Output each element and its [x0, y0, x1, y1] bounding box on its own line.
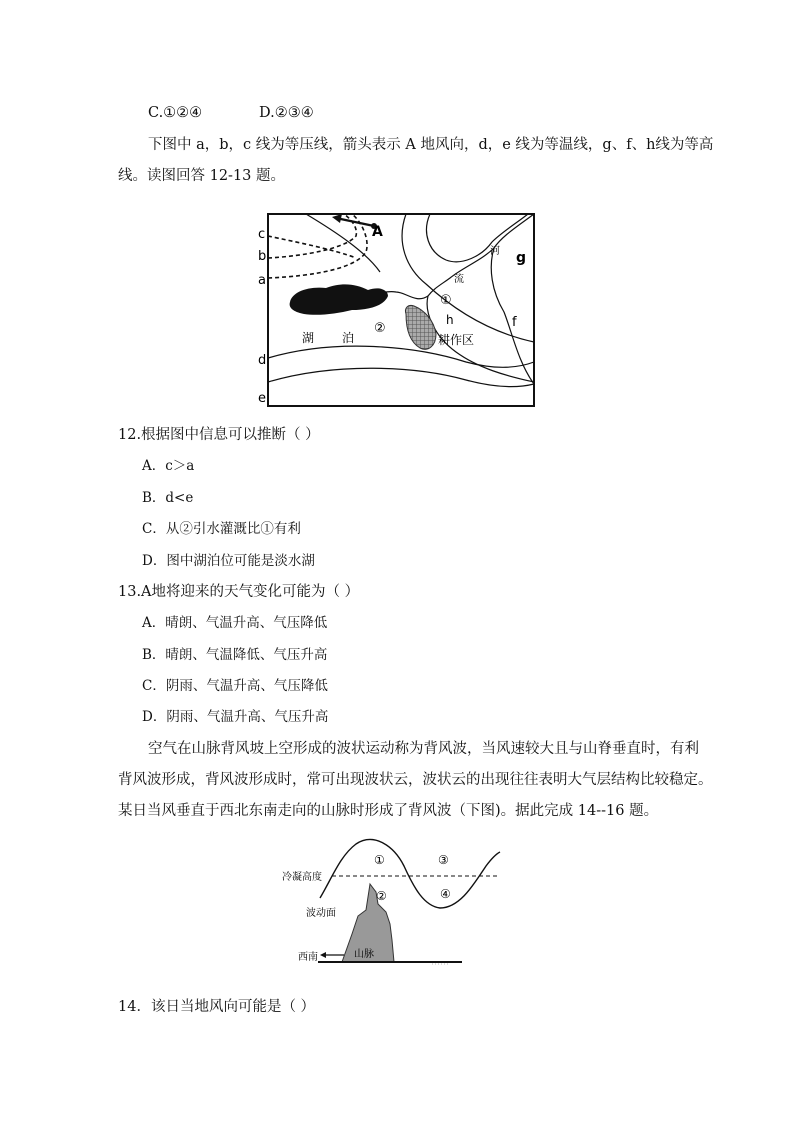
- intro-14-16-line3: 某日当风垂直于西北东南走向的山脉时形成了背风波（下图)。据此完成 14--16 题。: [118, 803, 659, 819]
- map-label-g: g: [516, 250, 527, 266]
- q13-stem: 13.A地将迎来的天气变化可能为（ ）: [118, 584, 360, 600]
- lee-wave-figure: [282, 836, 504, 968]
- map-label-b: b: [258, 249, 267, 264]
- wave-label-condense: 冷凝高度: [282, 872, 322, 883]
- wave-label-c2: ②: [376, 889, 387, 903]
- q13-option-d: D．阴雨、气温升高、气压升高: [142, 709, 329, 725]
- q12-stem: 12.根据图中信息可以推断（ ）: [118, 427, 320, 443]
- wave-surface: [320, 840, 500, 908]
- map-label-e: e: [258, 391, 266, 406]
- map-label-river2: 流: [454, 274, 464, 285]
- q13-option-c: C．阴雨、气温升高、气压降低: [142, 678, 328, 694]
- wave-label-c3: ③: [438, 853, 449, 867]
- q12-option-c: C．从②引水灌溉比①有利: [142, 521, 301, 537]
- prev-option-d: D.②③④: [259, 105, 314, 121]
- lee-wave-diagram: [282, 836, 504, 968]
- wave-label-sw: 西南: [298, 952, 318, 963]
- q13-option-a: A．晴朗、气温升高、气压降低: [142, 615, 328, 631]
- isoline-map: [256, 212, 538, 410]
- map-label-farm: 耕作区: [438, 333, 475, 347]
- map-label-d: d: [258, 353, 267, 368]
- wave-label-c4: ④: [440, 887, 451, 901]
- q12-option-b: B．d<e: [142, 490, 194, 506]
- map-label-f: f: [512, 315, 517, 330]
- q12-option-d: D．图中湖泊位可能是淡水湖: [142, 553, 315, 569]
- map-label-lake: 湖: [302, 331, 315, 345]
- wave-label-mountain: 山脉: [354, 949, 374, 960]
- prev-option-c: C.①②④: [148, 105, 203, 121]
- intro-12-13-line1: 下图中 a，b，c 线为等压线，箭头表示 A 地风向，d，e 线为等温线，g、f、h线为等高: [148, 137, 714, 153]
- wave-label-wave: 波动面: [306, 908, 336, 919]
- intro-12-13-line2: 线。读图回答 12-13 题。: [118, 168, 286, 184]
- wave-label-c1: ①: [374, 853, 385, 867]
- q14-stem: 14．该日当地风向可能是（ ）: [118, 999, 316, 1015]
- q12-option-a: A．c＞a: [142, 458, 195, 474]
- map-label-river1: 河: [490, 246, 500, 257]
- intro-14-16-line1: 空气在山脉背风坡上空形成的波状运动称为背风波，当风速较大且与山脊垂直时，有利: [148, 741, 699, 757]
- map-label-lake2: 泊: [342, 331, 355, 345]
- map-label-h: h: [446, 313, 454, 327]
- map-label-circ2: ②: [374, 321, 386, 336]
- map-label-A: A: [372, 224, 383, 240]
- intro-14-16-line2: 背风波形成，背风波形成时，常可出现波状云，波状云的出现往往表明大气层结构比较稳定。: [118, 772, 713, 788]
- q13-option-b: B．晴朗、气温降低、气压升高: [142, 647, 328, 663]
- map-label-a: a: [258, 273, 266, 288]
- isoline-map-figure: [256, 212, 538, 410]
- map-label-c: c: [258, 227, 266, 242]
- map-label-circ1: ①: [440, 293, 452, 308]
